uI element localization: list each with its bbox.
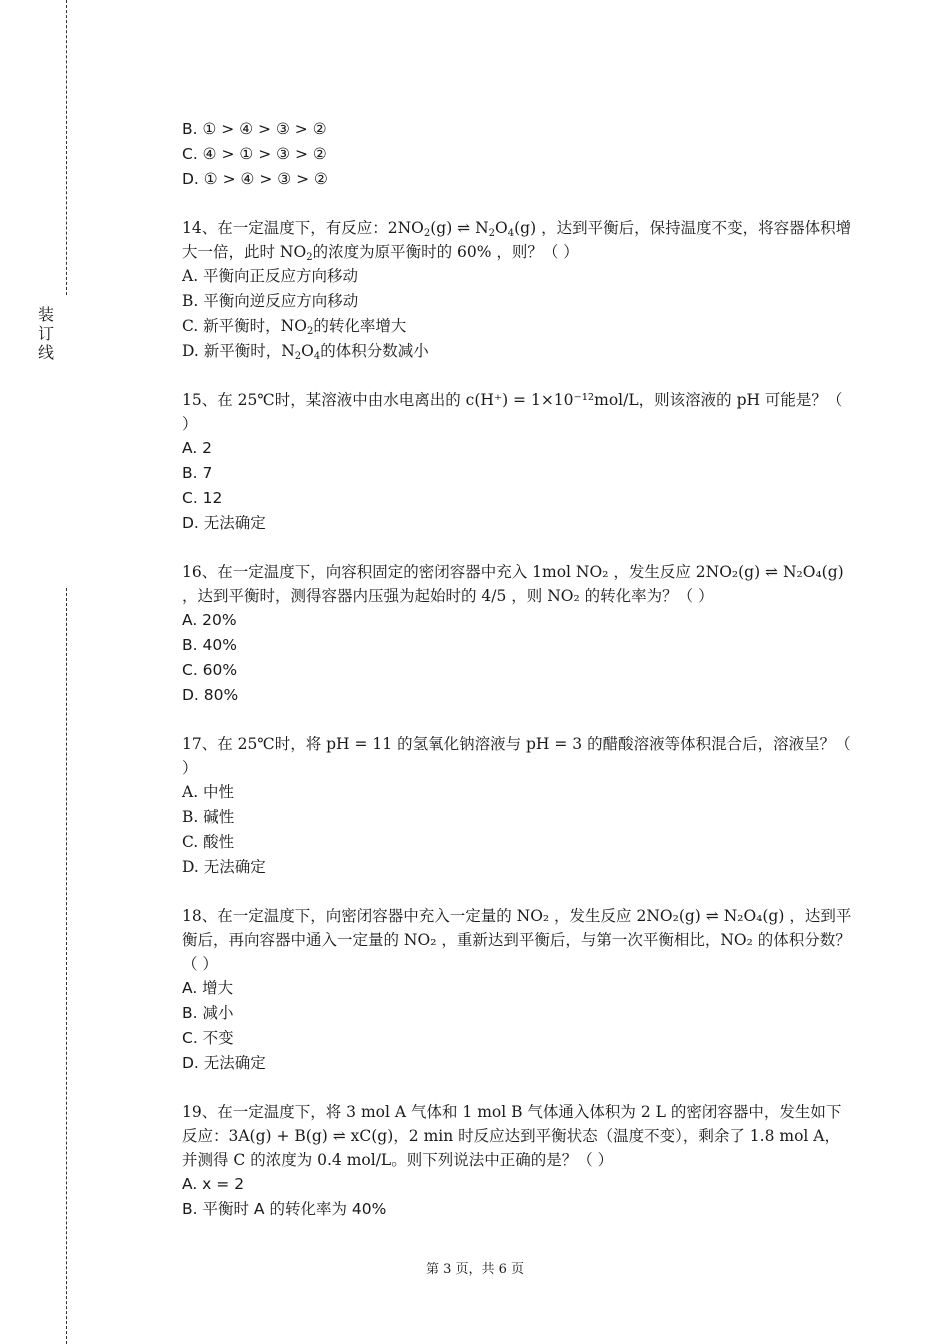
option: B. ① > ④ > ③ > ② (182, 120, 327, 138)
option: D. 80% (182, 686, 239, 704)
option: B. 7 (182, 464, 213, 482)
page-footer: 第 3 页，共 6 页 (425, 1262, 525, 1277)
option: C. 不变 (182, 1029, 234, 1047)
question-stem: 18、在一定温度下，向密闭容器中充入一定量的 NO₂ ，发生反应 2NO₂(g) ⇌ N₂O₄(g) ，达到平衡后，再向容器中通入一定量的 NO₂ ，重新达到平衡后，与第一次平衡相比，NO₂ 的体积分数？（ ） (182, 907, 852, 973)
option: D. 无法确定 (182, 514, 266, 532)
page-content (182, 117, 852, 1246)
option: B. 平衡时 A 的转化率为 40% (182, 1200, 387, 1218)
question-stem: 15、在 25℃时，某溶液中由水电离出的 c(H⁺) = 1×10⁻¹²mol/L，则该溶液的 pH 可能是？（ ） (182, 391, 843, 433)
option: A. 20% (182, 611, 237, 629)
option: B. 平衡向逆反应方向移动 (182, 292, 359, 310)
option: C. 12 (182, 489, 223, 507)
binding-char: 线 (38, 343, 55, 362)
option: D. 无法确定 (182, 1054, 266, 1072)
option: B. 碱性 (182, 808, 235, 826)
question-16 (182, 560, 852, 708)
question-stem: 19、在一定温度下，将 3 mol A 气体和 1 mol B 气体通入体积为 2 L 的密闭容器中，发生如下反应：3A(g) + B(g) ⇌ xC(g)，2 min 时反应达到平衡状态（温度不变），剩余了 1.8 mol A，并测得 C 的浓度为 0.4 mol/L。则下列说法中正确的是？（ ） (182, 1103, 842, 1169)
question-13 (182, 117, 852, 192)
option: C. 新平衡时，$NO_2$的转化率增大 (182, 317, 407, 337)
option: C. ④ > ① > ③ > ② (182, 145, 327, 163)
question-15 (182, 388, 852, 536)
question-stem: 14、在一定温度下，有反应：$2NO_2(g)$ ⇌ $N_2O_4(g)$ ，达到平衡后，保持温度不变，将容器体积增大一倍，此时 $NO_2$的浓度为原平衡时的 60% ，则？（ ） (182, 219, 852, 263)
option: A. x = 2 (182, 1175, 245, 1193)
question-stem: 16、在一定温度下，向容积固定的密闭容器中充入 1mol NO₂ ，发生反应 2NO₂(g) ⇌ N₂O₄(g) ，达到平衡时，测得容器内压强为起始时的 4/5 ，则 NO₂ 的转化率为？（ ） (182, 563, 844, 605)
option: C. 酸性 (182, 833, 235, 851)
question-stem: 17、在 25℃时，将 pH = 11 的氢氧化钠溶液与 pH = 3 的醋酸溶液等体积混合后，溶液呈？（ ） (182, 735, 851, 777)
option: A. 2 (182, 439, 213, 457)
option: A. 平衡向正反应方向移动 (182, 267, 359, 285)
option: D. 新平衡时，$N_2O_4$的体积分数减小 (182, 342, 429, 362)
question-14 (182, 216, 852, 364)
binding-line-top (66, 0, 67, 295)
question-18 (182, 904, 852, 1076)
binding-line-bottom (66, 588, 67, 1344)
question-17 (182, 732, 852, 880)
option: D. 无法确定 (182, 858, 266, 876)
option: A. 增大 (182, 979, 234, 997)
option: D. ① > ④ > ③ > ② (182, 170, 328, 188)
option: A. 中性 (182, 783, 235, 801)
option: B. 40% (182, 636, 237, 654)
question-19 (182, 1100, 852, 1222)
option: C. 60% (182, 661, 238, 679)
option: B. 减小 (182, 1004, 234, 1022)
binding-char: 装 (38, 305, 55, 324)
binding-label (38, 305, 54, 362)
binding-char: 订 (38, 324, 55, 343)
